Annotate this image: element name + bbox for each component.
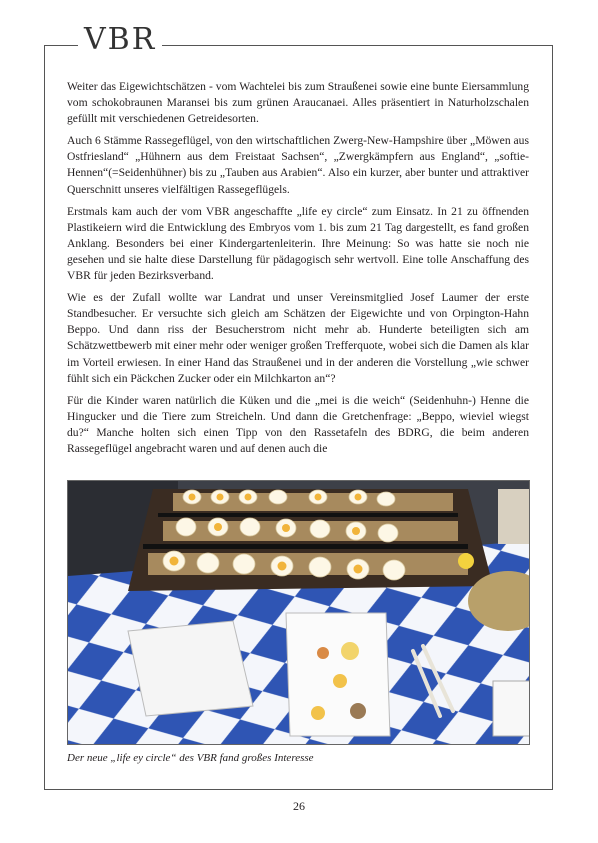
paragraph: Erstmals kam auch der vom VBR angeschaffte „life ey circle“ zum Einsatz. In 21 zu öffnenden Plastikeiern wird die Entwicklung des Embryos vom 1. bis zum 21 Tag dargestellt, es fand großen Anklang. Besonders bei einer Kindergartenleiterin. Ihre Meinung: So was hatte sie noch nie gesehen und sie halte diese Darstellung für pädagogisch sehr wertvoll. Eine tolle Anschaffung des VBR für jeden Bezirksverband. [67,204,529,283]
paragraph: Wie es der Zufall wollte war Landrat und unser Vereinsmitglied Josef Laumer der erste Standbesucher. Er versuchte sich gleich am Schätzen der Eigewichte und von Orpington-Hahn Beppo. Und dann riss der Besucherstrom nicht mehr ab. Hunderte beteiligten sich am Schätzwettbewerb mit einer mehr oder weniger großen Trefferquote, wobei sich die Damen als klar im Vorteil erwiesen. In einer Hand das Straußenei und in der anderen die Vorstellung „wie schwer fühlt sich ein Päckchen Zucker oder ein Milchkarton an“? [67,291,529,385]
photo-life-ey-circle [67,480,530,745]
photo-caption: Der neue „life ey circle“ des VBR fand großes Interesse [67,752,314,764]
vbr-logo: VBR [78,23,162,57]
page-number: 26 [293,799,305,813]
paragraph: Auch 6 Stämme Rassegeflügel, von den wirtschaftlichen Zwerg-New-Hampshire über „Möwen aus Ostfriesland“ „Hühnern aus dem Freistaat Sachsen“, „Zwergkämpfern aus England“, „softie-Hennen“(=Seidenhühner) bis zu „Tauben aus Arabien“. Also ein kurzer, aber bunter und attraktiver Querschnitt unseres vielfältigen Rassegeflügels. [67,134,529,196]
article-body [67,79,529,463]
paragraph: Weiter das Eigewichtschätzen - vom Wachtelei bis zum Straußenei sowie eine bunte Eiersammlung vom schokobraunen Maransei bis zum grünen Araucanaei. Alles präsentiert in Naturholzschalen gefüllt mit verschiedenen Getreidesorten. [67,80,529,126]
paragraph: Für die Kinder waren natürlich die Küken und die „mei is die weich“ (Seidenhuhn-) Henne die Hingucker und die Tiere zum Streicheln. Und dann die Gretchenfrage: „Beppo, wieviel wiegst du?“ Manche holten sich einen Tipp von den Rassetafeln des BDRG, die beim anderen Rassegeflügel angebracht waren und auf denen auch die [67,393,529,455]
